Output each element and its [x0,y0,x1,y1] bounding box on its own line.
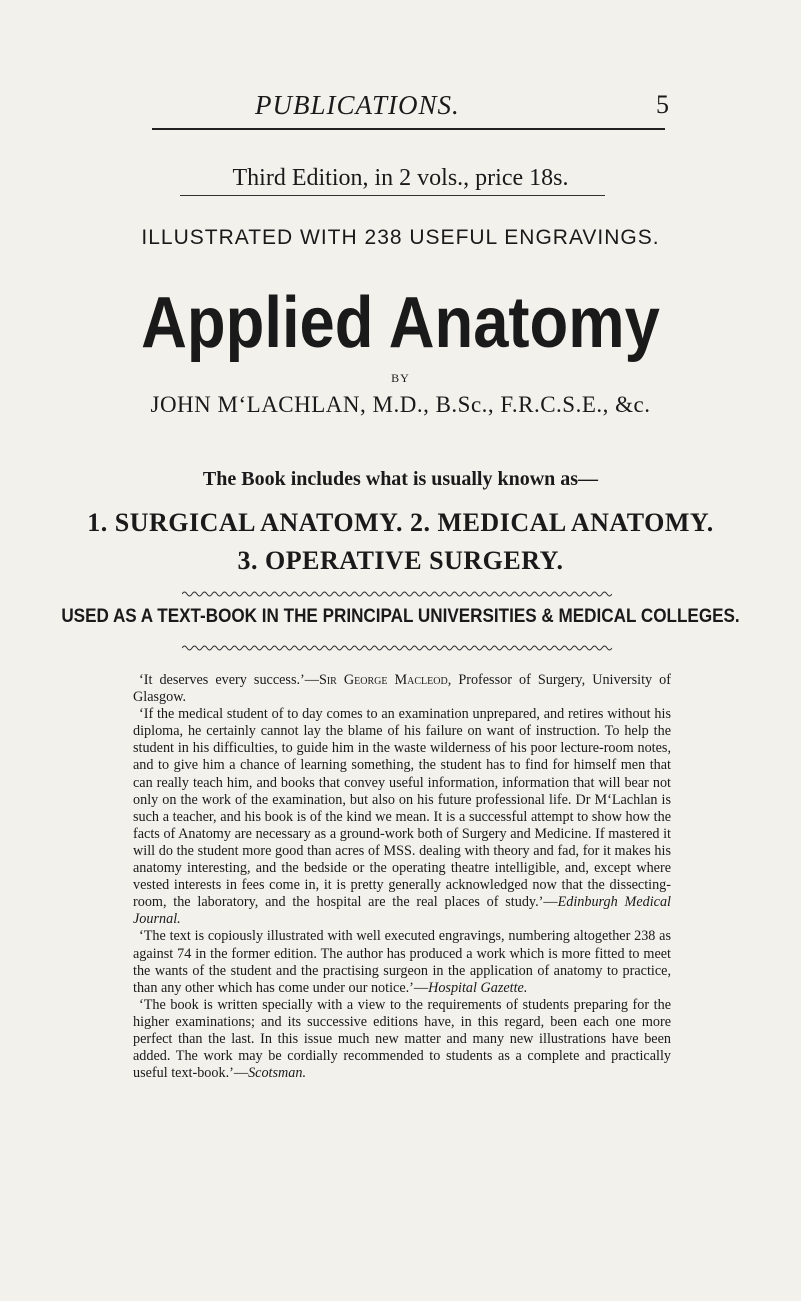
reviews-section [133,672,671,1082]
illustrated-line: ILLUSTRATED WITH 238 USEFUL ENGRAVINGS. [141,226,660,249]
review-source: Scotsman. [248,1065,306,1082]
wavy-rule-top [182,590,612,598]
review-1 [133,672,671,706]
topics-line-2: 3. OPERATIVE SURGERY. [237,546,564,575]
used-as-line: USED AS A TEXT-BOOK IN THE PRINCIPAL UNIVERSITIES & MEDICAL COLLEGES. [61,606,740,627]
topics-line-1: 1. SURGICAL ANATOMY. 2. MEDICAL ANATOMY. [87,508,714,537]
edition-rule [180,195,605,196]
wavy-rule-bottom [182,644,612,652]
review-source: Edinburgh Medical Journal. [133,894,671,928]
header-rule [152,128,665,130]
by-label: BY [391,371,410,385]
book-title: Applied Anatomy [141,283,660,363]
review-speaker: Sir George Macleod [318,672,448,688]
page-header [255,90,670,120]
review-2 [133,706,671,928]
review-3 [133,928,671,996]
running-title: PUBLICATIONS. [255,90,460,120]
page-number: 5 [656,90,670,119]
review-tail: , Professor of Surgery, University of Glasgow. [133,672,671,706]
review-quote: ‘The text is copiously illustrated with well executed engravings, numbering altogether 238 as against 74 in the former edition. The author has produced a work which is more fitted to meet the wants of the student and the practising surgeon in the application of anatomy to practice, than any other which has come under our notice.’— [133,928,671,996]
author-line: JOHN M‘LACHLAN, M.D., B.Sc., F.R.C.S.E., &c. [150,392,651,417]
review-4 [133,997,671,1082]
review-source: Hospital Gazette. [428,979,528,996]
review-quote: ‘The book is written specially with a view to the requirements of students preparing for the higher examinations; and its successive editions have, in this regard, been each one more perfect than the last. In this issue much new matter and many new illustrations have been added. The work may be cordially recommended to students as a complete and practically useful text-book.’— [133,996,671,1082]
review-quote: ‘It deserves every success.’— [139,672,319,688]
review-quote: ‘If the medical student of to day comes to an examination unprepared, and retires without his diploma, he certainly cannot lay the blame of his failure on want of instruction. To help the student in his difficulties, to guide him in the waste wilderness of his poor lecture-room notes, and to give him a chance of learning something, the student has to find for himself men that can really teach him, and books that convey useful information, information that will bear not only on the work of the examination, but also on his future professional life. Dr M‘Lachlan is such a teacher, and his book is of the kind we mean. It is a successful attempt to show how the facts of Anatomy are necessary as a ground-work both of Surgery and Medicine. If mastered it will do the student more good than acres of MSS. dealing with theory and fad, for it makes his anatomy interesting, and the bedside or the operating theatre intelligible, and, except where vested interests in fees come in, it is pretty generally acknowledged now that the dissecting-room, the laboratory, and the hospital are the real places of study.’— [133,706,671,911]
includes-line: The Book includes what is usually known as— [202,468,599,490]
edition-line: Third Edition, in 2 vols., price 18s. [232,165,569,191]
